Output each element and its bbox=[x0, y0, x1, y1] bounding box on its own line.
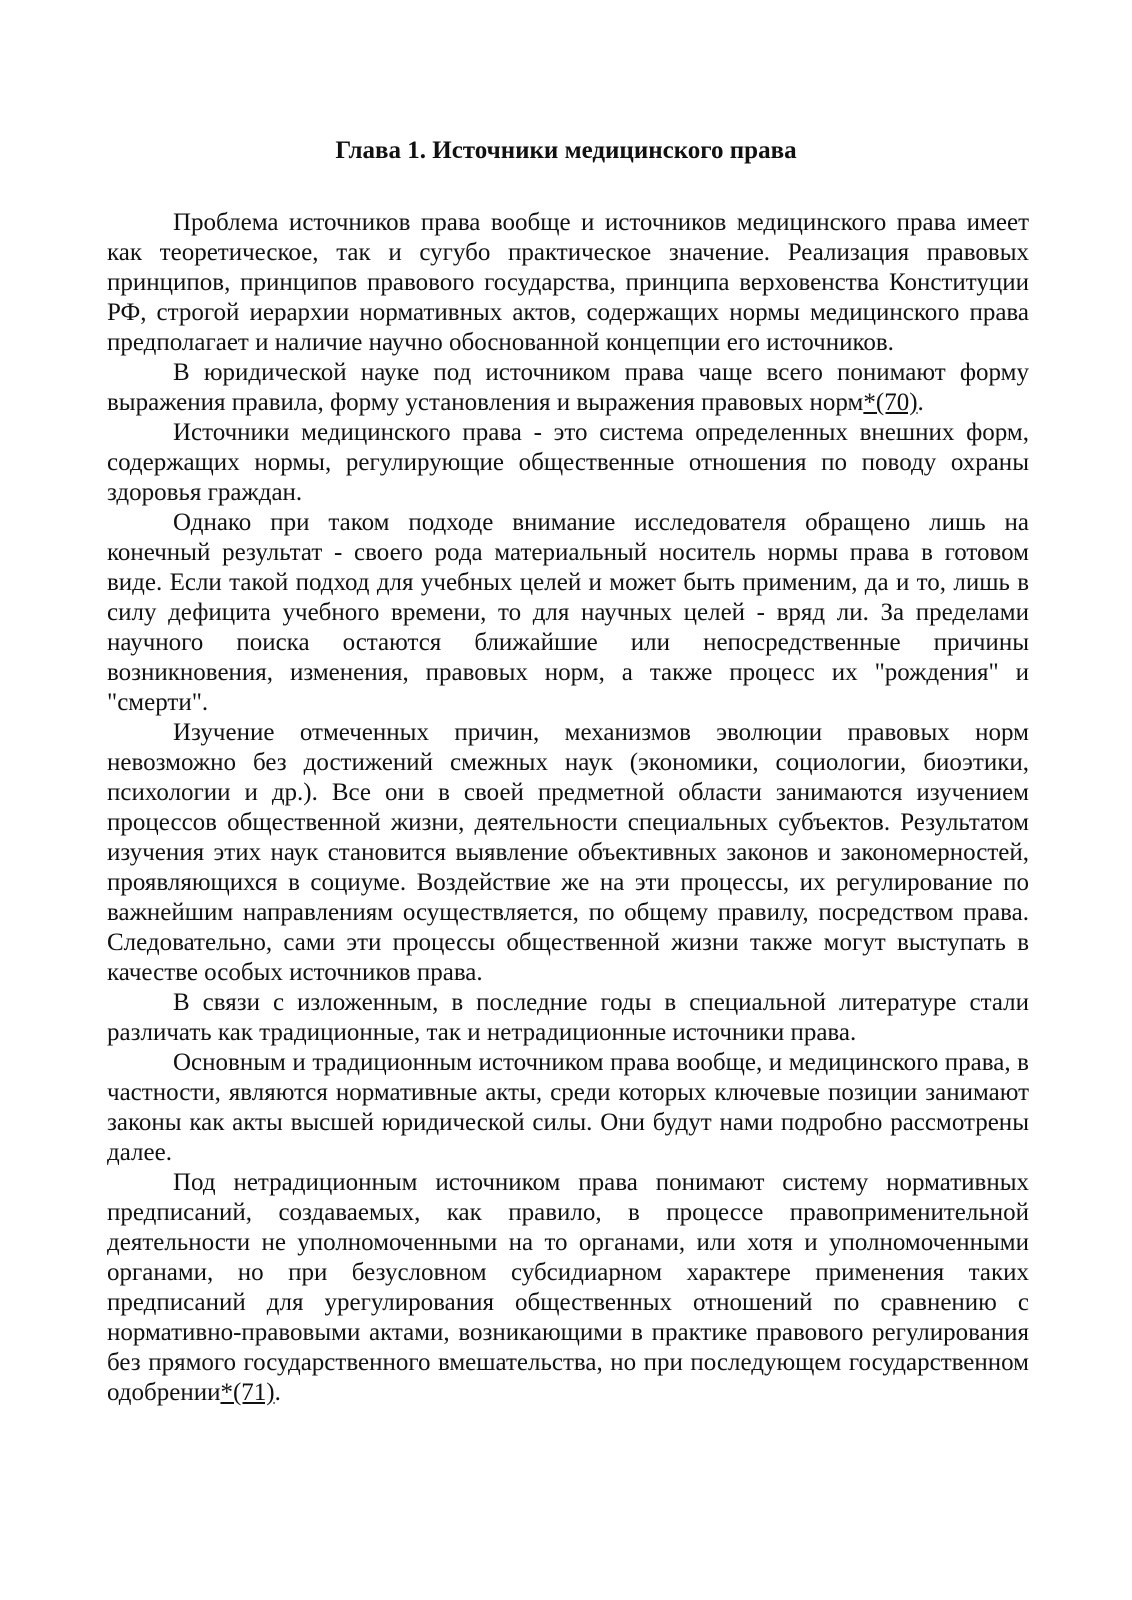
paragraph-text: В связи с изложенным, в последние годы в специальной литературе стали различать как традиционные, так и нетрадиционные источники права. bbox=[107, 989, 1029, 1046]
chapter-title: Глава 1. Источники медицинского права bbox=[335, 137, 797, 164]
footnote-link-70[interactable]: *(70) bbox=[863, 389, 918, 416]
paragraph-end: . bbox=[917, 389, 924, 416]
paragraph-4 bbox=[107, 508, 1029, 718]
paragraph-text: Изучение отмеченных причин, механизмов эволюции правовых норм невозможно без достижений смежных наук (экономики, социологии, биоэтики, психологии и др.). Все они в своей предметной области занимаются изучением процессов общественной жизни, деятельности специальных субъектов. Результатом изучения этих наук становится выявление объективных законов и закономерностей, проявляющихся в социуме. Воздействие же на эти процессы, их регулирование по важнейшим направлениям осуществляется, по общему правилу, посредством права. Следовательно, сами эти процессы общественной жизни также могут выступать в качестве особых источников права. bbox=[107, 719, 1029, 986]
document-body bbox=[107, 208, 1029, 1408]
paragraph-text: Источники медицинского права - это система определенных внешних форм, содержащих нормы, регулирующие общественные отношения по поводу охраны здоровья граждан. bbox=[107, 419, 1029, 506]
paragraph-1 bbox=[107, 208, 1029, 358]
paragraph-text: Основным и традиционным источником права вообще, и медицинского права, в частности, являются нормативные акты, среди которых ключевые позиции занимают законы как акты высшей юридической силы. Они будут нами подробно рассмотрены далее. bbox=[107, 1049, 1029, 1166]
paragraph-text: В юридической науке под источником права чаще всего понимают форму выражения правила, форму установления и выражения правовых норм bbox=[107, 359, 1029, 416]
paragraph-8 bbox=[107, 1168, 1029, 1408]
paragraph-2 bbox=[107, 358, 1029, 418]
paragraph-7 bbox=[107, 1048, 1029, 1168]
paragraph-6 bbox=[107, 988, 1029, 1048]
footnote-link-71[interactable]: *(71) bbox=[220, 1379, 275, 1406]
paragraph-end: . bbox=[274, 1379, 281, 1406]
paragraph-text: Под нетрадиционным источником права понимают систему нормативных предписаний, создаваемых, как правило, в процессе правоприменительной деятельности не уполномоченными на то органами, или хотя и уполномоченными органами, но при безусловном субсидиарном характере применения таких предписаний для урегулирования общественных отношений по сравнению с нормативно-правовыми актами, возникающими в практике правового регулирования без прямого государственного вмешательства, но при последующем государственном одобрении bbox=[107, 1169, 1029, 1406]
paragraph-3 bbox=[107, 418, 1029, 508]
paragraph-5 bbox=[107, 718, 1029, 988]
paragraph-text: Проблема источников права вообще и источников медицинского права имеет как теоретическое, так и сугубо практическое значение. Реализация правовых принципов, принципов правового государства, принципа верховенства Конституции РФ, строгой иерархии нормативных актов, содержащих нормы медицинского права предполагает и наличие научно обоснованной концепции его источников. bbox=[107, 209, 1029, 356]
paragraph-text: Однако при таком подходе внимание исследователя обращено лишь на конечный результат - своего рода материальный носитель нормы права в готовом виде. Если такой подход для учебных целей и может быть применим, да и то, лишь в силу дефицита учебного времени, то для научных целей - вряд ли. За пределами научного поиска остаются ближайшие или непосредственные причины возникновения, изменения, правовых норм, а также процесс их "рождения" и "смерти". bbox=[107, 509, 1029, 716]
